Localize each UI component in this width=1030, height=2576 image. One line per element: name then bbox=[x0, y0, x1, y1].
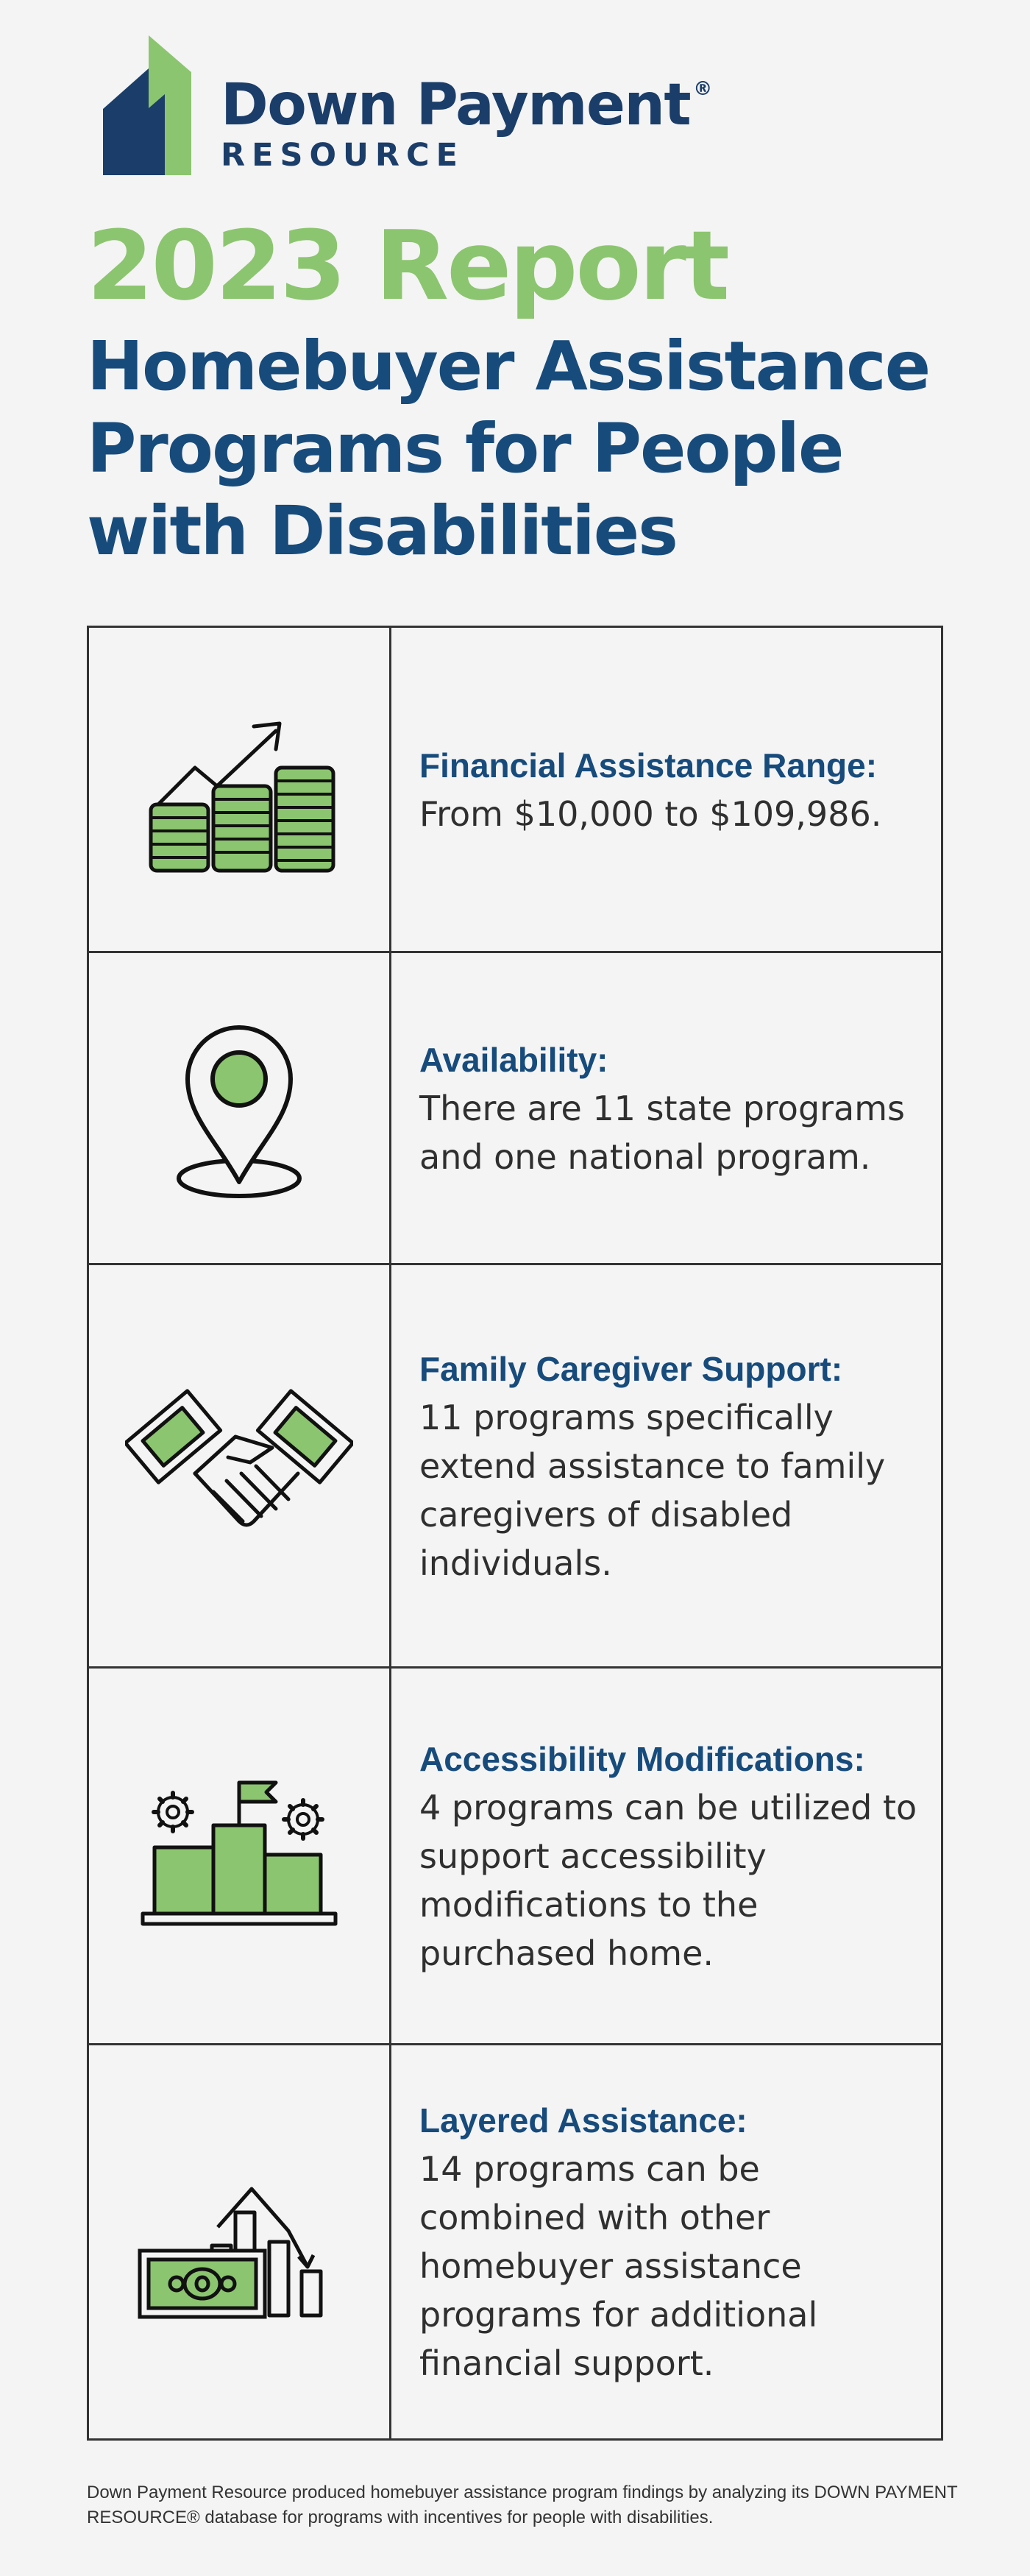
podium-gears-icon bbox=[132, 1761, 346, 1952]
page-title: Homebuyer Assistance Programs for People with Disabilities bbox=[87, 327, 930, 570]
report-year: 2023 Report bbox=[87, 210, 728, 322]
icon-cell bbox=[89, 628, 391, 951]
finding-body: There are 11 state programs and one national program. bbox=[419, 1088, 906, 1177]
icon-cell bbox=[89, 2045, 391, 2438]
handshake-icon bbox=[125, 1370, 353, 1562]
finding-heading: Family Caregiver Support: bbox=[419, 1349, 843, 1388]
finding-row-layered-assistance bbox=[89, 2045, 941, 2438]
finding-heading: Availability: bbox=[419, 1040, 608, 1079]
findings-table bbox=[87, 626, 943, 2441]
location-pin-icon bbox=[166, 1013, 313, 1204]
finding-body: 4 programs can be utilized to support accessibility modifications to the purchased home. bbox=[419, 1787, 917, 1973]
finding-body: From $10,000 to $109,986. bbox=[419, 793, 882, 834]
brand-logo bbox=[103, 35, 711, 175]
finding-heading: Accessibility Modifications: bbox=[419, 1739, 865, 1778]
finding-heading: Layered Assistance: bbox=[419, 2101, 747, 2140]
logo-subtitle: RESOURCE bbox=[221, 137, 464, 174]
icon-cell bbox=[89, 1265, 391, 1666]
finding-row-accessibility bbox=[89, 1669, 941, 2045]
finding-row-availability bbox=[89, 953, 941, 1265]
finding-body: 11 programs specifically extend assistance to family caregivers of disabled individuals. bbox=[419, 1397, 886, 1583]
finding-row-caregiver-support bbox=[89, 1265, 941, 1669]
cash-bar-chart-icon bbox=[132, 2154, 346, 2330]
logo-name: Down Payment ® bbox=[221, 72, 711, 138]
house-logo-icon bbox=[103, 35, 199, 175]
finding-row-financial-range bbox=[89, 628, 941, 953]
coin-stacks-growth-icon bbox=[136, 694, 342, 885]
finding-body: 14 programs can be combined with other homebuyer assistance programs for additional financial support. bbox=[419, 2149, 818, 2383]
icon-cell bbox=[89, 953, 391, 1263]
finding-heading: Financial Assistance Range: bbox=[419, 746, 878, 785]
footer-note: Down Payment Resource produced homebuyer assistance program findings by analyzing its DOWN PAYMENT RESOURCE® database for programs with incentives for people with disabilities. bbox=[87, 2483, 958, 2527]
icon-cell bbox=[89, 1669, 391, 2043]
